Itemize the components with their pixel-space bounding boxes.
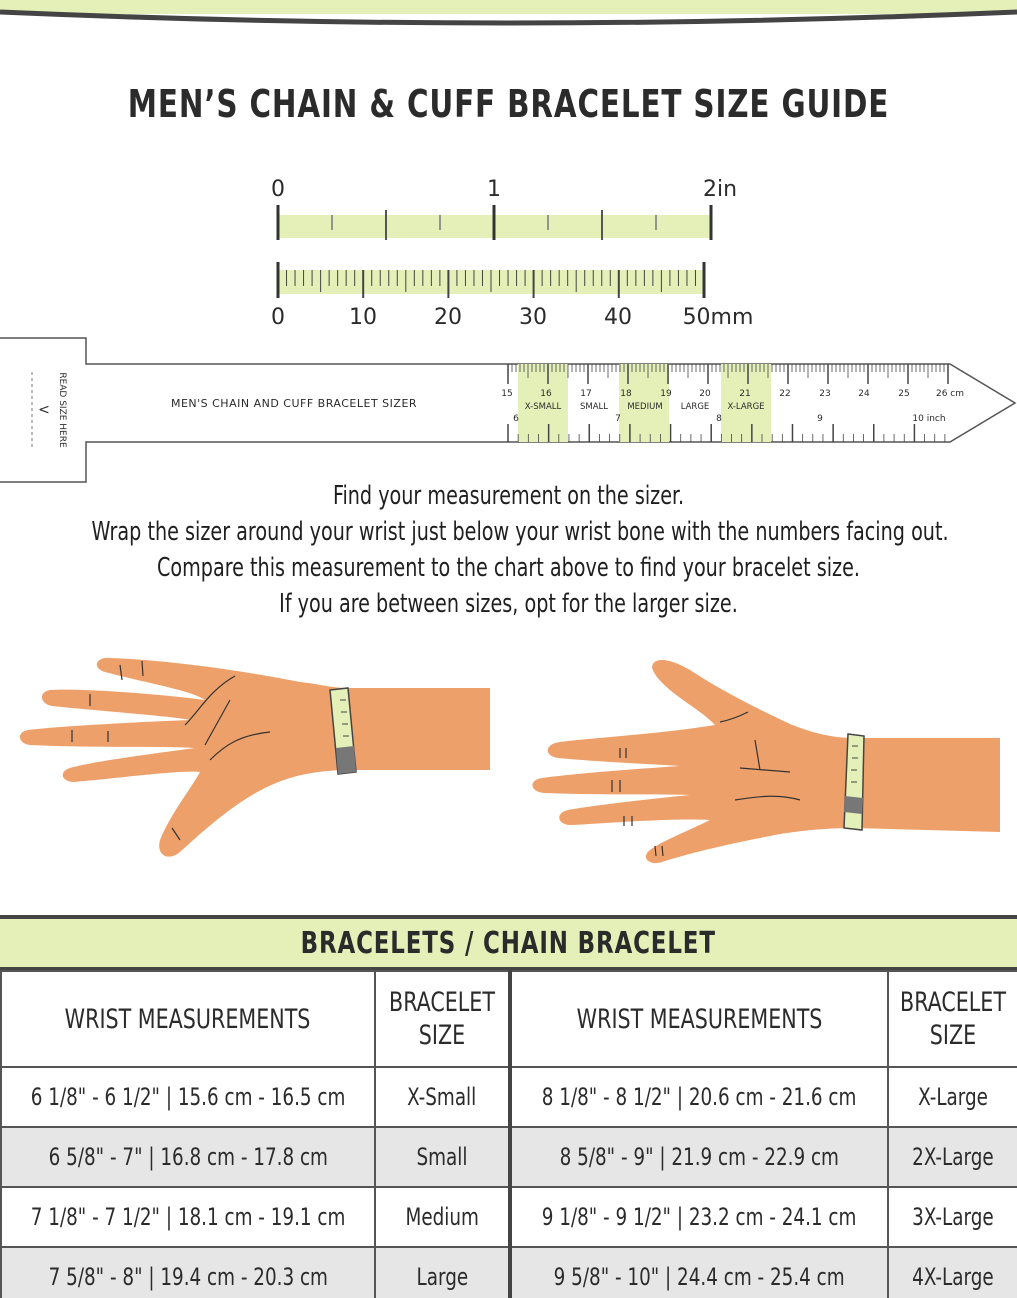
wrist-measurement-cell: 9 5/8" - 10" | 24.4 cm - 25.4 cm <box>510 1247 888 1298</box>
sizer-cm-19: 19 <box>660 389 672 399</box>
wrist-measurement-cell: 8 5/8" - 9" | 21.9 cm - 22.9 cm <box>510 1127 888 1187</box>
bracelet-size-cell: Small <box>375 1127 510 1187</box>
mm-label-20: 20 <box>434 305 462 330</box>
sizer-cm-22: 22 <box>779 389 791 399</box>
wrist-measurement-cell: 6 1/8" - 6 1/2" | 15.6 cm - 16.5 cm <box>1 1067 375 1127</box>
bracelet-size-cell: X-Small <box>375 1067 510 1127</box>
size-chart-header <box>0 915 1017 970</box>
instruction-line-4: If you are between sizes, opt for the larger size. <box>279 589 738 619</box>
table-row <box>1 1187 1017 1247</box>
right-wrist-sizer <box>844 734 864 830</box>
sizer-size-medium: MEDIUM <box>627 402 663 412</box>
header-wrist-measurements-2: WRIST MEASUREMENTS <box>510 971 888 1067</box>
size-chart-title: BRACELETS / CHAIN BRACELET <box>300 926 717 961</box>
right-hand-illustration <box>532 660 1000 863</box>
mm-label-50: 50mm <box>682 305 754 330</box>
bracelet-size-cell: Medium <box>375 1187 510 1247</box>
sizer-cm-17: 17 <box>580 389 592 399</box>
sizer-inch-10: 10 inch <box>912 414 946 424</box>
sizer-size-x-small: X-SMALL <box>524 402 562 412</box>
sizer-name: MEN'S CHAIN AND CUFF BRACELET SIZER <box>170 397 418 410</box>
sizer-cm-15: 15 <box>501 389 513 399</box>
sizer-size-small: SMALL <box>579 402 609 412</box>
sizer-cm-24: 24 <box>858 389 870 399</box>
size-table <box>0 970 1017 1298</box>
sizer-cm-23: 23 <box>819 389 831 399</box>
inch-label-1: 1 <box>487 177 501 202</box>
sizer-cm-20: 20 <box>699 389 711 399</box>
bracelet-size-cell: 4X-Large <box>888 1247 1017 1298</box>
inch-label-2: 2in <box>702 177 738 202</box>
sizer-cm-26: 26 cm <box>935 389 965 399</box>
wrist-measurement-cell: 7 1/8" - 7 1/2" | 18.1 cm - 19.1 cm <box>1 1187 375 1247</box>
instruction-line-1: Find your measurement on the sizer. <box>332 481 685 511</box>
left-hand-illustration <box>20 658 490 857</box>
sizer-cm-21: 21 <box>739 389 751 399</box>
mm-label-10: 10 <box>349 305 377 330</box>
instruction-line-3: Compare this measurement to the chart above to find your bracelet size. <box>156 553 861 583</box>
sizer-inch-9: 9 <box>817 414 823 424</box>
wrist-measurement-cell: 9 1/8" - 9 1/2" | 23.2 cm - 24.1 cm <box>510 1187 888 1247</box>
mm-label-0: 0 <box>271 305 285 330</box>
inch-label-0: 0 <box>271 177 285 202</box>
sizer-cm-25: 25 <box>898 389 910 399</box>
mm-label-40: 40 <box>604 305 632 330</box>
wrist-measurement-cell: 8 1/8" - 8 1/2" | 20.6 cm - 21.6 cm <box>510 1067 888 1127</box>
table-row <box>1 1067 1017 1127</box>
bracelet-size-cell: Large <box>375 1247 510 1298</box>
bracelet-size-cell: 2X-Large <box>888 1127 1017 1187</box>
instruction-line-2: Wrap the sizer around your wrist just below your wrist bone with the numbers facing out. <box>91 517 949 547</box>
table-row <box>1 1127 1017 1187</box>
read-size-here-label: READ SIZE HERE <box>57 372 67 448</box>
header-wrist-measurements-1: WRIST MEASUREMENTS <box>1 971 375 1067</box>
bracelet-size-cell: 3X-Large <box>888 1187 1017 1247</box>
sizer-inch-7: 7 <box>615 414 621 424</box>
sizer-size-x-large: X-LARGE <box>727 402 765 412</box>
mm-label-30: 30 <box>519 305 547 330</box>
sizer-inch-6: 6 <box>513 414 519 424</box>
page-title: MEN’S CHAIN & CUFF BRACELET SIZE GUIDE <box>127 82 890 126</box>
sizer-inch-8: 8 <box>716 414 722 424</box>
sizer-cm-16: 16 <box>540 389 552 399</box>
sizer-cm-18: 18 <box>620 389 632 399</box>
sizer-size-large: LARGE <box>680 402 710 412</box>
wrist-measurement-cell: 6 5/8" - 7" | 16.8 cm - 17.8 cm <box>1 1127 375 1187</box>
size-chart <box>0 915 1017 1298</box>
wrist-measurement-cell: 7 5/8" - 8" | 19.4 cm - 20.3 cm <box>1 1247 375 1298</box>
header-bracelet-size-2: BRACELET SIZE <box>888 971 1017 1067</box>
chevron-left-icon: < <box>38 402 50 418</box>
bracelet-size-cell: X-Large <box>888 1067 1017 1127</box>
size-table-header-row <box>1 971 1017 1067</box>
table-row <box>1 1247 1017 1298</box>
header-bracelet-size-1: BRACELET SIZE <box>375 971 510 1067</box>
